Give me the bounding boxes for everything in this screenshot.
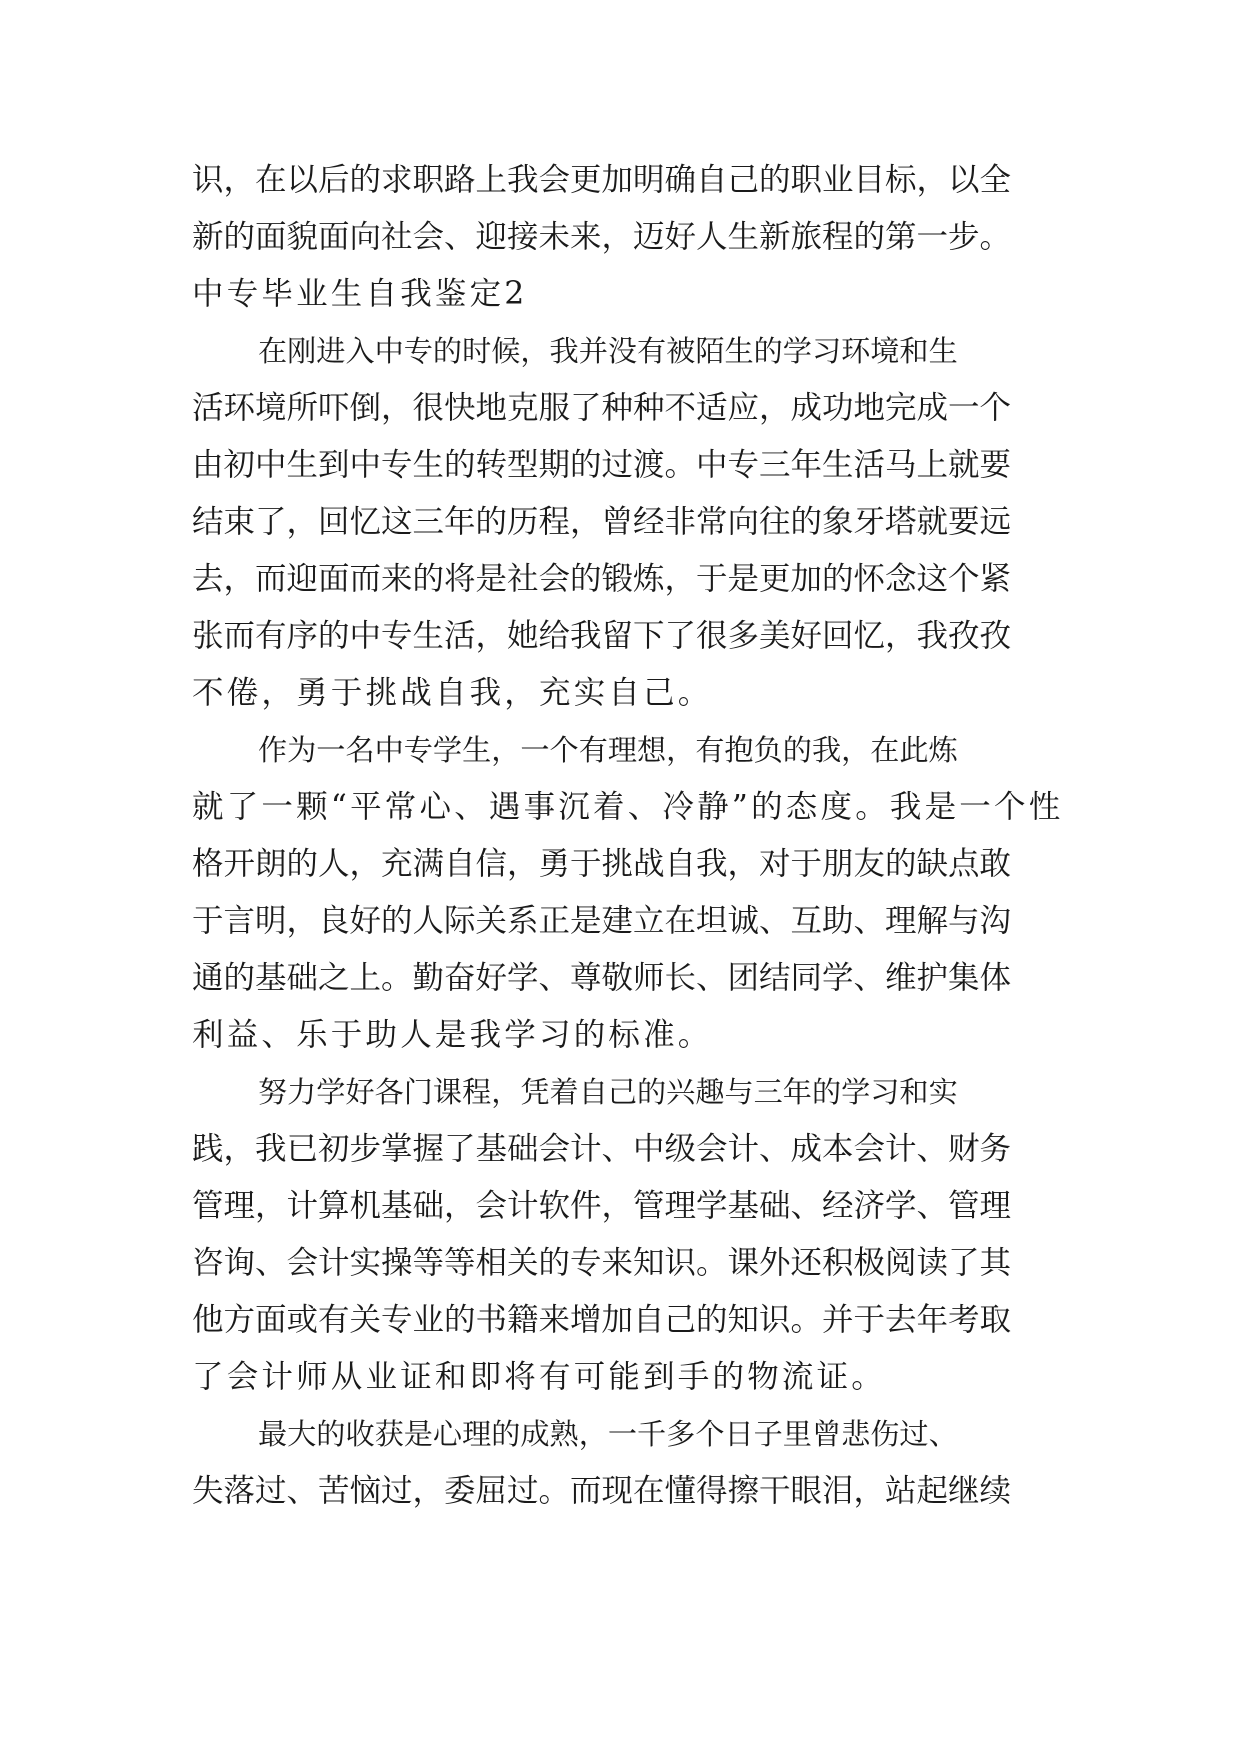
text-line: 张而有序的中专生活，她给我留下了很多美好回忆，我孜孜 xyxy=(192,618,1012,654)
text-line: 利益、乐于助人是我学习的标准。 xyxy=(192,1017,713,1053)
text-line: 最大的收获是心理的成熟，一千多个日子里曾悲伤过、 xyxy=(258,1417,958,1451)
text-line: 了会计师从业证和即将有可能到手的物流证。 xyxy=(192,1359,887,1395)
text-line: 管理，计算机基础，会计软件，管理学基础、经济学、管理 xyxy=(192,1188,1012,1224)
text-line: 努力学好各门课程，凭着自己的兴趣与三年的学习和实 xyxy=(258,1075,958,1109)
text-line: 就了一颗“平常心、遇事沉着、冷静”的态度。我是一个性 xyxy=(192,789,1064,825)
document-body xyxy=(192,152,1082,1520)
text-line: 识，在以后的求职路上我会更加明确自己的职业目标，以全 xyxy=(192,162,1012,198)
text-line: 咨询、会计实操等等相关的专来知识。课外还积极阅读了其 xyxy=(192,1245,1012,1281)
text-line: 失落过、苦恼过，委屈过。而现在懂得擦干眼泪，站起继续 xyxy=(192,1473,1012,1509)
text-line: 践，我已初步掌握了基础会计、中级会计、成本会计、财务 xyxy=(192,1131,1012,1167)
text-line: 不倦，勇于挑战自我，充实自己。 xyxy=(192,675,713,711)
text-line: 去，而迎面而来的将是社会的锻炼，于是更加的怀念这个紧 xyxy=(192,561,1012,597)
text-line: 新的面貌面向社会、迎接未来，迈好人生新旅程的第一步。 xyxy=(192,219,1012,255)
text-line: 他方面或有关专业的书籍来增加自己的知识。并于去年考取 xyxy=(192,1302,1012,1338)
text-line: 活环境所吓倒，很快地克服了种种不适应，成功地完成一个 xyxy=(192,390,1012,426)
text-line: 在刚进入中专的时候，我并没有被陌生的学习环境和生 xyxy=(258,334,958,368)
text-line: 于言明，良好的人际关系正是建立在坦诚、互助、理解与沟 xyxy=(192,903,1012,939)
text-line: 中专毕业生自我鉴定2 xyxy=(192,276,528,312)
text-line: 由初中生到中专生的转型期的过渡。中专三年生活马上就要 xyxy=(192,447,1012,483)
text-line: 结束了，回忆这三年的历程，曾经非常向往的象牙塔就要远 xyxy=(192,504,1012,540)
text-line: 作为一名中专学生，一个有理想，有抱负的我，在此炼 xyxy=(258,733,958,767)
text-line: 格开朗的人，充满自信，勇于挑战自我，对于朋友的缺点敢 xyxy=(192,846,1012,882)
text-line: 通的基础之上。勤奋好学、尊敬师长、团结同学、维护集体 xyxy=(192,960,1012,996)
